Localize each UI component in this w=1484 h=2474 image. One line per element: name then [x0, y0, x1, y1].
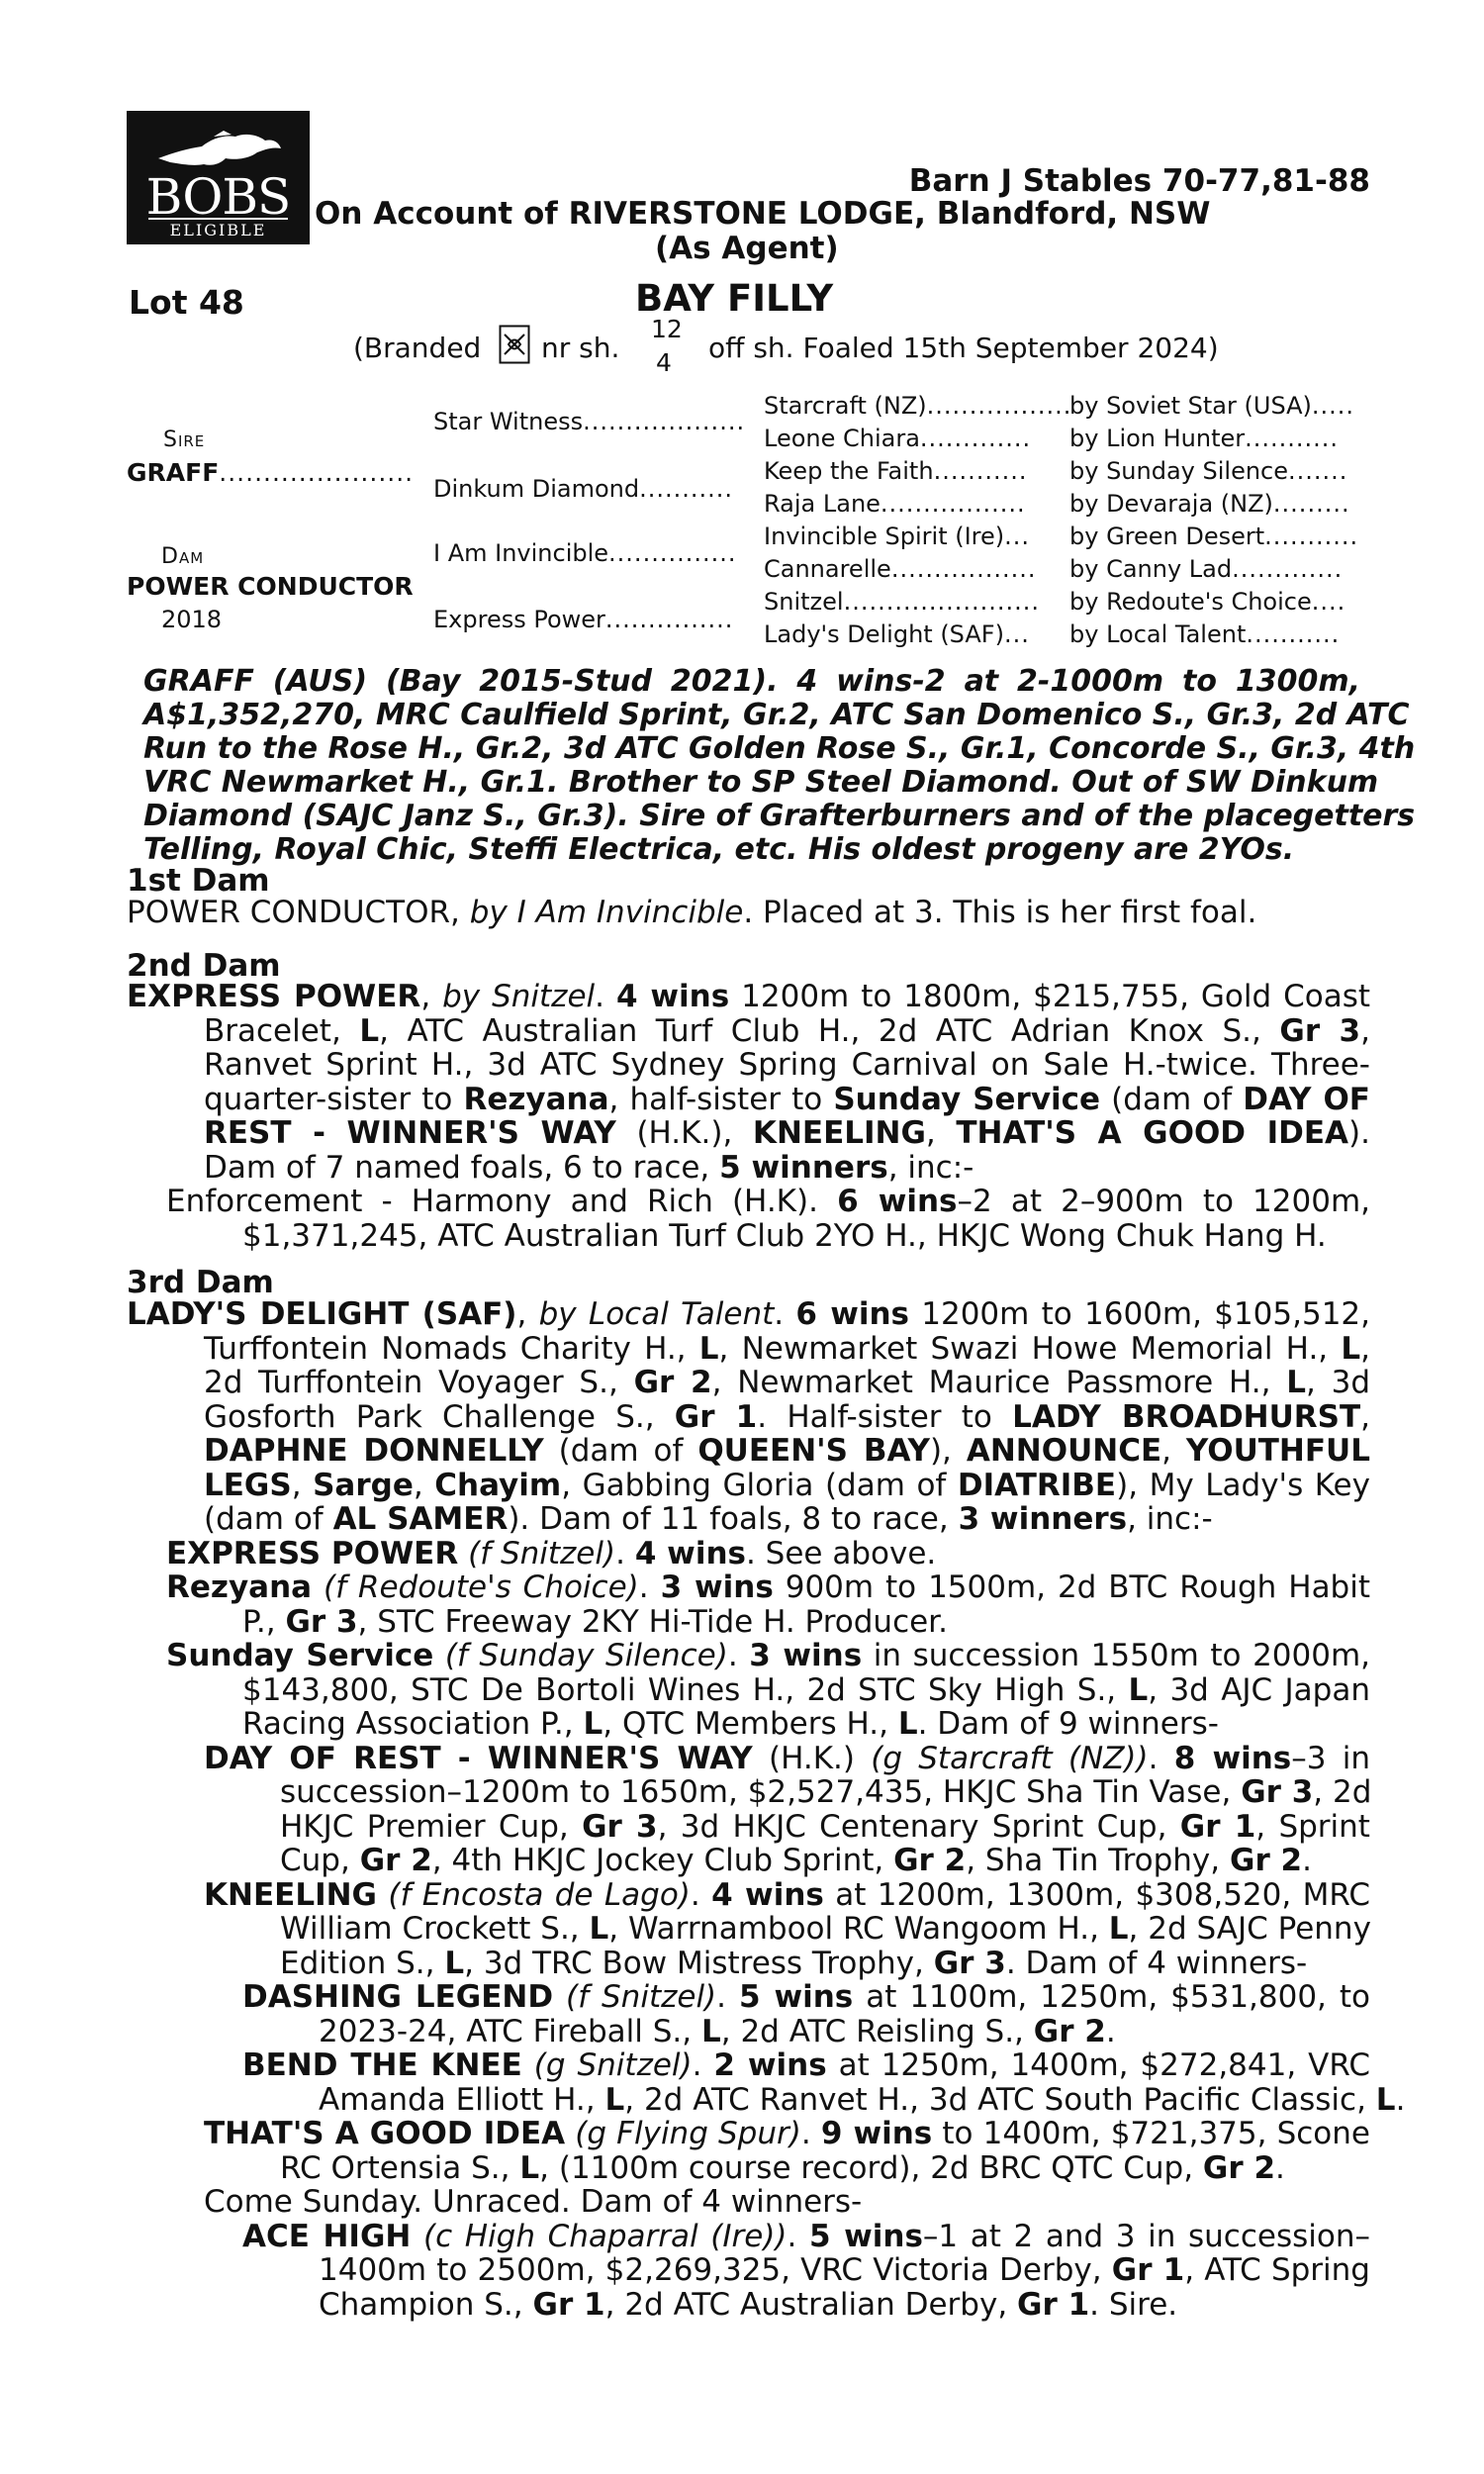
- gen4-7: by Redoute's Choice....: [1069, 588, 1346, 616]
- sire-summary-line: Run to the Rose H., Gr.2, 3d ATC Golden Rose S., Gr.1, Concorde S., Gr.3, 4th: [143, 731, 1416, 766]
- logo-text: BOBS: [145, 168, 291, 226]
- gen2-sire-sire: Star Witness...................: [433, 408, 746, 435]
- gen4-3: by Sunday Silence.......: [1069, 457, 1348, 485]
- pedigree-line: Racing Association P., L, QTC Members H., L. Dam of 9 winners-: [242, 1706, 1219, 1742]
- gen3-5: Invincible Spirit (Ire)...: [764, 523, 1031, 550]
- gen4-4: by Devaraja (NZ).........: [1069, 490, 1350, 518]
- pedigree-line: DASHING LEGEND (f Snitzel). 5 wins at 1100m, 1250m, $531,800, to: [242, 1979, 1370, 2015]
- brand-number-top: 12: [651, 315, 683, 343]
- barn-stables: Barn J Stables 70-77,81-88: [908, 163, 1370, 199]
- third-dam-text: [127, 1296, 1406, 2323]
- pedigree-line: Edition S., L, 3d TRC Bow Mistress Trophy, Gr 3. Dam of 4 winners-: [280, 1945, 1308, 1981]
- pedigree-line: EXPRESS POWER, by Snitzel. 4 wins 1200m to 1800m, $215,755, Gold Coast: [127, 979, 1371, 1014]
- gen3-3: Keep the Faith...........: [764, 457, 1028, 485]
- gen3-8: Lady's Delight (SAF)...: [764, 620, 1030, 648]
- brand-number-bottom: 4: [656, 348, 672, 377]
- gen2-dam-sire: I Am Invincible...............: [433, 539, 737, 567]
- gen4-6: by Canny Lad.............: [1069, 555, 1344, 583]
- pedigree-line: William Crockett S., L, Warrnambool RC Wangoom H., L, 2d SAJC Penny: [280, 1911, 1371, 1947]
- gen3-1: Starcraft (NZ).................: [764, 392, 1072, 420]
- sire-label: Sire: [163, 428, 206, 452]
- pedigree-line: DAY OF REST - WINNER'S WAY (H.K.) (g Starcraft (NZ)). 8 wins–3 in: [204, 1740, 1370, 1776]
- page-title: BAY FILLY: [635, 277, 834, 320]
- gen4-2: by Lion Hunter...........: [1069, 425, 1340, 452]
- pedigree-line: succession–1200m to 1650m, $2,527,435, HKJC Sha Tin Vase, Gr 3, 2d: [280, 1774, 1372, 1810]
- gen3-4: Raja Lane.................: [764, 490, 1026, 518]
- pedigree-line: REST - WINNER'S WAY (H.K.), KNEELING, THAT'S A GOOD IDEA).: [204, 1115, 1370, 1151]
- gen4-8: by Local Talent...........: [1069, 620, 1341, 648]
- first-dam-text: POWER CONDUCTOR, by I Am Invincible. Placed at 3. This is her first foal.: [127, 895, 1257, 930]
- sire-summary: [143, 664, 1416, 867]
- pedigree-line: DAPHNE DONNELLY (dam of QUEEN'S BAY), ANNOUNCE, YOUTHFUL: [204, 1433, 1370, 1469]
- pedigree-line: Enforcement - Harmony and Rich (H.K). 6 wins–2 at 2–900m to 1200m,: [166, 1184, 1370, 1219]
- pedigree-line: Bracelet, L, ATC Australian Turf Club H., 2d ATC Adrian Knox S., Gr 3,: [204, 1012, 1370, 1049]
- pedigree-line: 2023-24, ATC Fireball S., L, 2d ATC Reisling S., Gr 2.: [319, 2013, 1116, 2049]
- pedigree-line: Sunday Service (f Sunday Silence). 3 wins in succession 1550m to 2000m,: [166, 1638, 1371, 1673]
- gen2-dam-dam: Express Power...............: [433, 606, 734, 633]
- lot-number: Lot 48: [129, 283, 244, 322]
- pedigree-line: quarter-sister to Rezyana, half-sister to Sunday Service (dam of DAY OF: [204, 1081, 1370, 1117]
- pedigree-line: $143,800, STC De Bortoli Wines H., 2d STC Sky High S., L, 3d AJC Japan: [242, 1671, 1370, 1708]
- pedigree-line: 1400m to 2500m, $2,269,325, VRC Victoria Derby, Gr 1, ATC Spring: [319, 2252, 1370, 2288]
- dam-name: POWER CONDUCTOR: [127, 572, 414, 601]
- pedigree-line: KNEELING (f Encosta de Lago). 4 wins at 1200m, 1300m, $308,520, MRC: [204, 1876, 1371, 1913]
- pedigree-line: THAT'S A GOOD IDEA (g Flying Spur). 9 wins to 1400m, $721,375, Scone: [204, 2116, 1370, 2151]
- brand-mark-icon: [499, 325, 530, 364]
- pedigree-line: Champion S., Gr 1, 2d ATC Australian Derby, Gr 1. Sire.: [319, 2286, 1178, 2323]
- pedigree-line: P., Gr 3, STC Freeway 2KY Hi-Tide H. Producer.: [242, 1603, 948, 1640]
- sire-summary-line: Diamond (SAJC Janz S., Gr.3). Sire of Grafterburners and of the placegetters: [143, 799, 1416, 833]
- gen3-2: Leone Chiara.............: [764, 425, 1032, 452]
- pedigree-line: Dam of 7 named foals, 6 to race, 5 winners, inc:-: [204, 1149, 974, 1186]
- dam-label: Dam: [161, 544, 205, 569]
- pedigree-line: $1,371,245, ATC Australian Turf Club 2YO H., HKJC Wong Chuk Hang H.: [242, 1217, 1327, 1254]
- brand-prefix: (Branded: [353, 332, 482, 364]
- agent-line: (As Agent): [655, 231, 839, 266]
- racehorse-icon: [154, 129, 283, 170]
- gen3-6: Cannarelle.................: [764, 555, 1037, 583]
- second-dam-text: [127, 980, 1370, 1253]
- third-dam-heading: 3rd Dam: [127, 1265, 274, 1300]
- pedigree-line: HKJC Premier Cup, Gr 3, 3d HKJC Centenary Sprint Cup, Gr 1, Sprint: [280, 1808, 1370, 1845]
- logo-subtext: ELIGIBLE: [148, 218, 288, 239]
- brand-nr-shoulder: nr sh.: [541, 332, 620, 364]
- sire-summary-line: GRAFF (AUS) (Bay 2015-Stud 2021). 4 wins-2 at 2-1000m to 1300m,: [143, 664, 1360, 699]
- account-line: On Account of RIVERSTONE LODGE, Blandford, NSW: [315, 196, 1211, 232]
- pedigree-line: ACE HIGH (c High Chaparral (Ire)). 5 wins–1 at 2 and 3 in succession–: [242, 2218, 1371, 2254]
- pedigree-line: Amanda Elliott H., L, 2d ATC Ranvet H., 3d ATC South Pacific Classic, L.: [319, 2081, 1406, 2118]
- pedigree-line: BEND THE KNEE (g Snitzel). 2 wins at 1250m, 1400m, $272,841, VRC: [242, 2047, 1370, 2083]
- gen4-1: by Soviet Star (USA).....: [1069, 392, 1355, 420]
- gen2-sire-dam: Dinkum Diamond...........: [433, 475, 734, 503]
- pedigree-line: (dam of AL SAMER). Dam of 11 foals, 8 to race, 3 winners, inc:-: [204, 1501, 1213, 1537]
- pedigree-line: Ranvet Sprint H., 3d ATC Sydney Spring Carnival on Sale H.-twice. Three-: [204, 1047, 1370, 1083]
- sire-summary-line: Telling, Royal Chic, Steffi Electrica, etc. His oldest progeny are 2YOs.: [143, 832, 1295, 867]
- first-dam-heading: 1st Dam: [127, 863, 270, 899]
- dam-year: 2018: [161, 606, 223, 633]
- pedigree-line: Rezyana (f Redoute's Choice). 3 wins 900m to 1500m, 2d BTC Rough Habit: [166, 1570, 1371, 1605]
- foaled-line: off sh. Foaled 15th September 2024): [708, 332, 1219, 364]
- bobs-eligible-logo: [127, 111, 310, 244]
- gen4-5: by Green Desert...........: [1069, 523, 1359, 550]
- gen3-7: Snitzel.......................: [764, 588, 1041, 616]
- second-dam-heading: 2nd Dam: [127, 948, 281, 984]
- pedigree-line: Come Sunday. Unraced. Dam of 4 winners-: [204, 2184, 863, 2220]
- pedigree-line: RC Ortensia S., L, (1100m course record), 2d BRC QTC Cup, Gr 2.: [280, 2149, 1285, 2186]
- sire-summary-line: VRC Newmarket H., Gr.1. Brother to SP Steel Diamond. Out of SW Dinkum: [143, 765, 1379, 800]
- pedigree-line: LADY'S DELIGHT (SAF), by Local Talent. 6 wins 1200m to 1600m, $105,512,: [127, 1296, 1371, 1332]
- sire-name: GRAFF......................: [127, 458, 415, 487]
- pedigree-line: Cup, Gr 2, 4th HKJC Jockey Club Sprint, Gr 2, Sha Tin Trophy, Gr 2.: [280, 1843, 1312, 1878]
- pedigree-line: EXPRESS POWER (f Snitzel). 4 wins. See above.: [166, 1535, 937, 1571]
- pedigree-line: Turffontein Nomads Charity H., L, Newmarket Swazi Howe Memorial H., L,: [204, 1330, 1370, 1367]
- sire-summary-line: A$1,352,270, MRC Caulfield Sprint, Gr.2, ATC San Domenico S., Gr.3, 2d ATC: [143, 698, 1410, 732]
- pedigree-line: 2d Turffontein Voyager S., Gr 2, Newmarket Maurice Passmore H., L, 3d: [204, 1365, 1371, 1400]
- pedigree-line: LEGS, Sarge, Chayim, Gabbing Gloria (dam of DIATRIBE), My Lady's Key: [204, 1467, 1370, 1503]
- pedigree-line: Gosforth Park Challenge S., Gr 1. Half-sister to LADY BROADHURST,: [204, 1398, 1370, 1435]
